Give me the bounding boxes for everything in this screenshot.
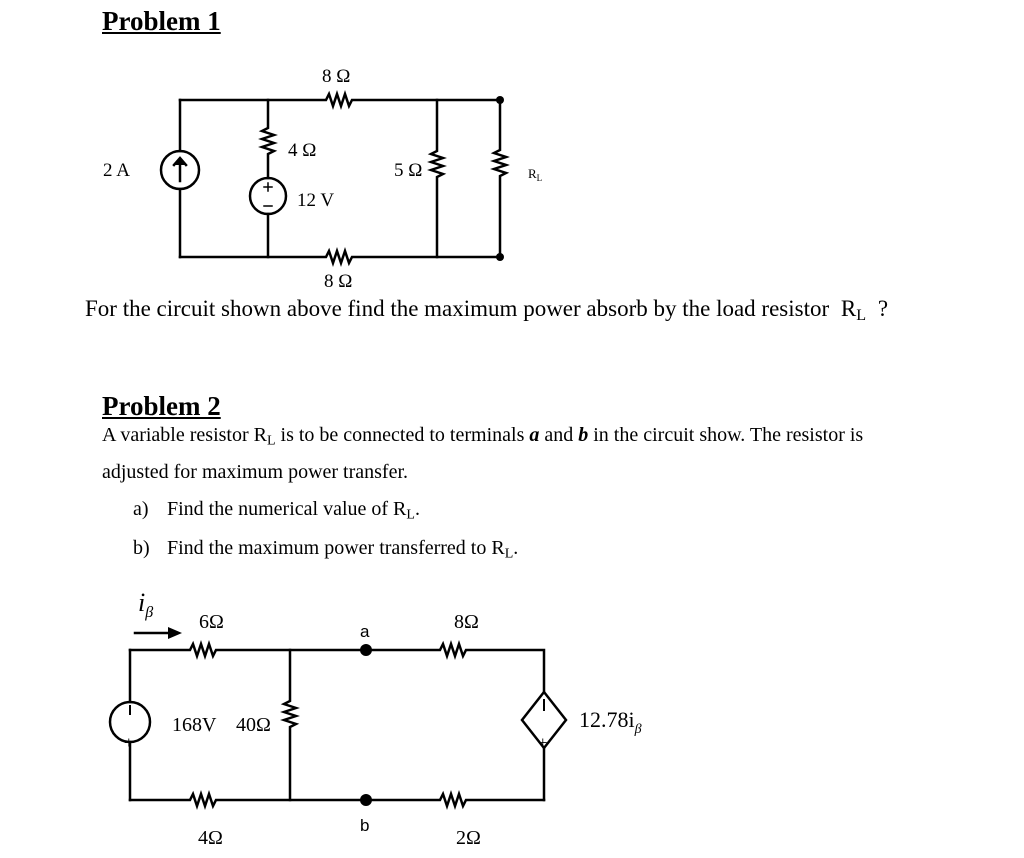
p2-top-right-wire (366, 644, 544, 692)
problem1-title: Problem 1 (102, 6, 221, 36)
p2-voltage-label: 168V (172, 714, 217, 736)
p2-6ohm-label: 6Ω (199, 611, 224, 633)
p2-bottom-right-wire (366, 794, 544, 806)
p2-top-left-wire (130, 644, 366, 656)
p1-voltage-label: 12 V (297, 190, 335, 211)
p1-5ohm-resistor (431, 100, 443, 257)
p2-node-a-label: a (360, 622, 370, 641)
p1-bottom-resistor-label: 8 Ω (324, 271, 353, 292)
p1-bottom-wire (180, 251, 500, 263)
terminal-a-text: a (529, 424, 540, 446)
problem1-question-text: For the circuit shown above find the maximum power absorb by the load resistor (85, 296, 830, 321)
p2-node-b-label: b (360, 816, 370, 835)
p1-current-source-label: 2 A (103, 160, 130, 181)
p1-top-wire (180, 94, 500, 106)
problem1-question (85, 296, 888, 325)
problem1-question-rl: $R_L$ (840, 296, 867, 325)
problem2-title: Problem 2 (102, 391, 221, 421)
p1-load-terminal-top (496, 96, 504, 104)
p1-load-resistor (494, 100, 506, 257)
p1-load-label: $R_L$ (528, 166, 543, 183)
p2-current-label: $i_\beta$ (138, 588, 154, 621)
p1-4ohm-resistor (262, 100, 274, 178)
problem2-line2: adjusted for maximum power transfer. (102, 461, 409, 483)
problem2-item-b: b) Find the maximum power transferred to $R_L$. (133, 537, 519, 562)
p2-dependent-source-label: $12.78i_\beta$ (579, 707, 642, 737)
p1-top-resistor-label: 8 Ω (322, 66, 351, 87)
p2-2ohm-label: 2Ω (456, 827, 481, 849)
problem1-circuit (161, 94, 506, 263)
p2-source-plus: + (124, 733, 134, 752)
p2-40ohm-resistor (284, 650, 296, 800)
p2-terminal-b (360, 794, 372, 806)
p1-load-terminal-bottom (496, 253, 504, 261)
problem2-item-a: a) Find the numerical value of $R_L$. (133, 498, 420, 523)
p2-40ohm-label: 40Ω (236, 714, 271, 736)
p1-5ohm-label: 5 Ω (394, 160, 423, 181)
terminal-b-text: b (578, 424, 589, 446)
p2-4ohm-label: 4Ω (198, 827, 223, 849)
p2-terminal-a (360, 644, 372, 656)
p2-8ohm-label: 8Ω (454, 611, 479, 633)
problem1-question-mark: ? (877, 296, 889, 321)
p1-4ohm-label: 4 Ω (288, 140, 317, 161)
p2-dependent-plus: + (538, 733, 548, 752)
p2-bottom-left-wire (130, 794, 366, 806)
problem2-line1: A variable resistor $R_L$ is to be connected to terminals a and b in the circuit show. The resistor is (102, 424, 864, 449)
